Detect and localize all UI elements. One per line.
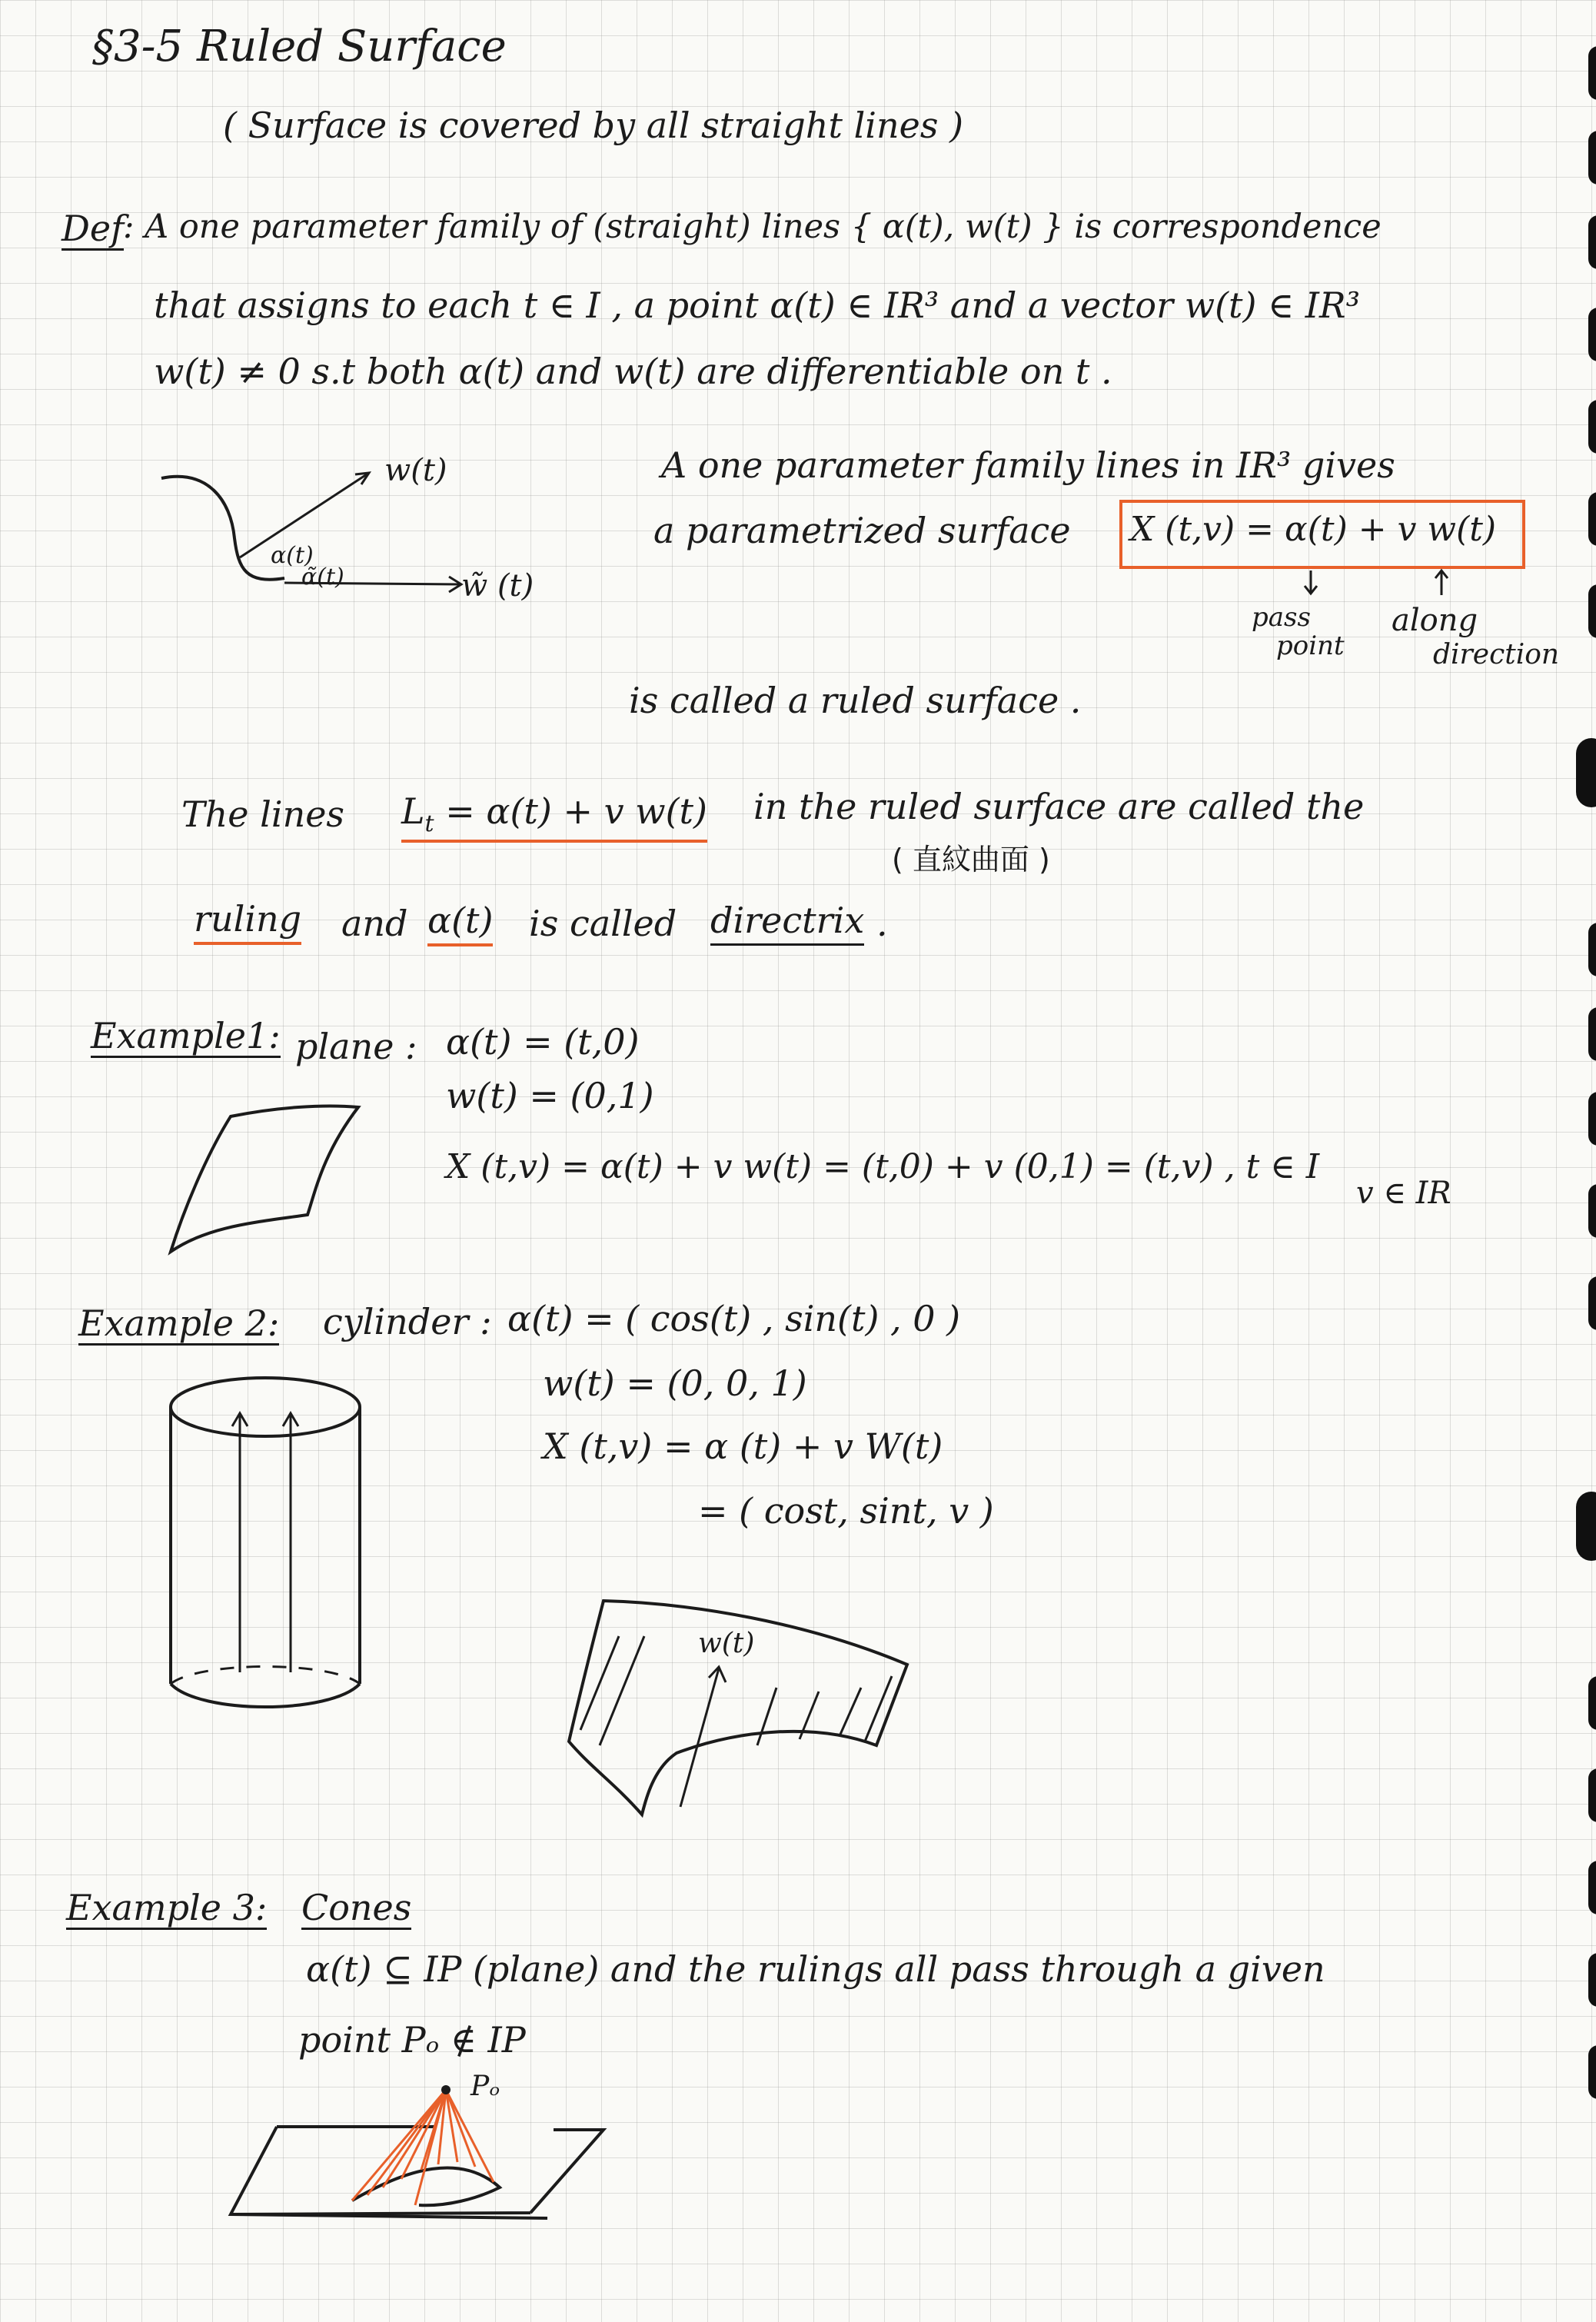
example1-alpha: α(t) = (t,0) — [446, 1021, 640, 1063]
example3-line-2: point Pₒ ∉ IP — [298, 2019, 526, 2061]
gives-called: is called a ruled surface . — [629, 680, 1082, 721]
example1-label: Example1: — [91, 1015, 281, 1056]
example2-label: Example 2: — [78, 1302, 280, 1344]
pass-label: pass — [1252, 602, 1311, 633]
gives-line-2: a parametrized surface — [653, 510, 1071, 551]
subtitle: ( Surface is covered by all straight lines ) — [223, 105, 964, 146]
alpha-tilde-label: α̃(t) — [301, 564, 344, 590]
lines-suffix: in the ruled surface are called the — [753, 786, 1365, 827]
page-title: §3-5 Ruled Surface — [92, 22, 507, 72]
example1-w: w(t) = (0,1) — [446, 1075, 654, 1116]
example1-v: v ∈ IR — [1356, 1176, 1451, 1211]
directrix-word: directrix — [710, 901, 864, 946]
and-word: and — [341, 903, 408, 944]
example2-w: w(t) = (0, 0, 1) — [543, 1362, 807, 1404]
example2-alpha: α(t) = ( cos(t) , sin(t) , 0 ) — [507, 1298, 961, 1339]
direction-label: direction — [1433, 639, 1560, 670]
def-line-1: : A one parameter family of (straight) lines { α(t), w(t) } is correspondence — [123, 208, 1382, 246]
lines-Lt-sub: t — [424, 810, 434, 838]
patch-w-label: w(t) — [698, 1628, 755, 1659]
alpha-directrix: α(t) — [427, 901, 493, 946]
directrix-period: . — [876, 903, 888, 944]
point-label: point — [1276, 630, 1345, 661]
example3-line-1: α(t) ⊆ IP (plane) and the rulings all pass through a given — [306, 1948, 1325, 1990]
lines-Lt: L — [401, 790, 425, 832]
example3-label: Example 3: — [66, 1887, 268, 1928]
cone-p0-label: Pₒ — [470, 2071, 500, 2102]
gives-line-1: A one parameter family lines in IR³ gives — [661, 444, 1395, 486]
example2-x: X (t,v) = α (t) + v W(t) — [543, 1425, 943, 1467]
example1-x: X (t,v) = α(t) + v w(t) = (t,0) + v (0,1) = (t,v) , t ∈ I — [446, 1147, 1320, 1186]
w-tilde-label: w̃ (t) — [461, 568, 534, 604]
along-label: along — [1392, 603, 1478, 638]
def-label: Def — [62, 208, 125, 249]
chinese-term: ( 直紋曲面 ) — [892, 843, 1050, 877]
example1-type: plane : — [295, 1026, 417, 1067]
example2-x2: = ( cost, sint, v ) — [698, 1490, 994, 1532]
def-line-3: w(t) ≠ 0 s.t both α(t) and w(t) are differentiable on t . — [154, 351, 1112, 392]
surface-formula: X (t,v) = α(t) + v w(t) — [1130, 510, 1497, 549]
ruling-word: ruling — [194, 900, 301, 945]
def-line-2: that assigns to each t ∈ I , a point α(t) ∈ IR³ and a vector w(t) ∈ IR³ — [154, 284, 1361, 326]
alpha-label: α(t) — [271, 542, 314, 569]
example3-type: Cones — [301, 1887, 412, 1928]
example2-type: cylinder : — [323, 1301, 492, 1342]
is-called: is called — [529, 903, 677, 944]
lines-Lt-rest: = α(t) + v w(t) — [445, 790, 707, 832]
lines-prefix: The lines — [181, 793, 345, 835]
w-label: w(t) — [384, 453, 447, 488]
